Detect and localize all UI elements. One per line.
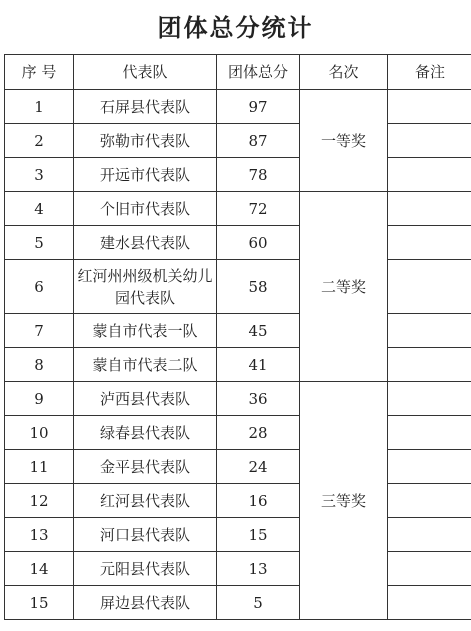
- row-score: 13: [217, 552, 300, 586]
- row-score: 28: [217, 416, 300, 450]
- row-note: [388, 124, 471, 158]
- row-team: 金平县代表队: [74, 450, 217, 484]
- row-note: [388, 260, 471, 314]
- page-title: 团体总分统计: [157, 14, 314, 42]
- row-score: 36: [217, 382, 300, 416]
- row-number: 15: [5, 586, 74, 620]
- table-row: [5, 586, 471, 620]
- row-note: [388, 484, 471, 518]
- table-row: [5, 192, 471, 226]
- row-note: [388, 192, 471, 226]
- row-note: [388, 552, 471, 586]
- row-number: 14: [5, 552, 74, 586]
- row-score: 58: [217, 260, 300, 314]
- table-row: [5, 124, 471, 158]
- table-row: [5, 226, 471, 260]
- row-team: 弥勒市代表队: [74, 124, 217, 158]
- row-score: 97: [217, 90, 300, 124]
- row-score: 78: [217, 158, 300, 192]
- table-row: [5, 314, 471, 348]
- row-team: 蒙自市代表一队: [74, 314, 217, 348]
- row-score: 72: [217, 192, 300, 226]
- row-score: 45: [217, 314, 300, 348]
- table-row: [5, 382, 471, 416]
- row-team: 屏边县代表队: [74, 586, 217, 620]
- row-team: 石屏县代表队: [74, 90, 217, 124]
- row-note: [388, 314, 471, 348]
- row-team: 开远市代表队: [74, 158, 217, 192]
- row-team: 绿春县代表队: [74, 416, 217, 450]
- row-note: [388, 158, 471, 192]
- row-number: 13: [5, 518, 74, 552]
- rank-third-prize: 三等奖: [300, 382, 388, 620]
- table-row: [5, 348, 471, 382]
- rank-second-prize: 二等奖: [300, 192, 388, 382]
- header-score: 团体总分: [217, 55, 300, 90]
- row-team: 红河州州级机关幼儿园代表队: [74, 260, 217, 314]
- row-team: 元阳县代表队: [74, 552, 217, 586]
- table-row: [5, 518, 471, 552]
- table-row: [5, 260, 471, 314]
- row-number: 8: [5, 348, 74, 382]
- header-number: 序 号: [5, 55, 74, 90]
- team-score-table: [4, 54, 471, 620]
- row-score: 24: [217, 450, 300, 484]
- row-note: [388, 416, 471, 450]
- header-rank: 名次: [300, 55, 388, 90]
- row-note: [388, 450, 471, 484]
- row-note: [388, 90, 471, 124]
- row-number: 10: [5, 416, 74, 450]
- header-team: 代表队: [74, 55, 217, 90]
- row-number: 1: [5, 90, 74, 124]
- table-row: [5, 450, 471, 484]
- row-number: 11: [5, 450, 74, 484]
- table-row: [5, 484, 471, 518]
- table-row: [5, 158, 471, 192]
- row-number: 12: [5, 484, 74, 518]
- row-score: 5: [217, 586, 300, 620]
- row-score: 16: [217, 484, 300, 518]
- row-number: 5: [5, 226, 74, 260]
- row-number: 7: [5, 314, 74, 348]
- row-number: 2: [5, 124, 74, 158]
- row-score: 87: [217, 124, 300, 158]
- row-number: 6: [5, 260, 74, 314]
- row-team: 红河县代表队: [74, 484, 217, 518]
- rank-first-prize: 一等奖: [300, 90, 388, 192]
- row-number: 9: [5, 382, 74, 416]
- row-score: 60: [217, 226, 300, 260]
- row-score: 41: [217, 348, 300, 382]
- row-number: 4: [5, 192, 74, 226]
- row-note: [388, 226, 471, 260]
- row-note: [388, 518, 471, 552]
- row-note: [388, 382, 471, 416]
- row-team: 建水县代表队: [74, 226, 217, 260]
- table-row: [5, 552, 471, 586]
- table-header-row: [5, 55, 471, 90]
- table-row: [5, 90, 471, 124]
- row-score: 15: [217, 518, 300, 552]
- row-team: 泸西县代表队: [74, 382, 217, 416]
- row-note: [388, 348, 471, 382]
- table-row: [5, 416, 471, 450]
- row-team: 蒙自市代表二队: [74, 348, 217, 382]
- header-note: 备注: [388, 55, 471, 90]
- row-note: [388, 586, 471, 620]
- row-number: 3: [5, 158, 74, 192]
- row-team: 河口县代表队: [74, 518, 217, 552]
- row-team: 个旧市代表队: [74, 192, 217, 226]
